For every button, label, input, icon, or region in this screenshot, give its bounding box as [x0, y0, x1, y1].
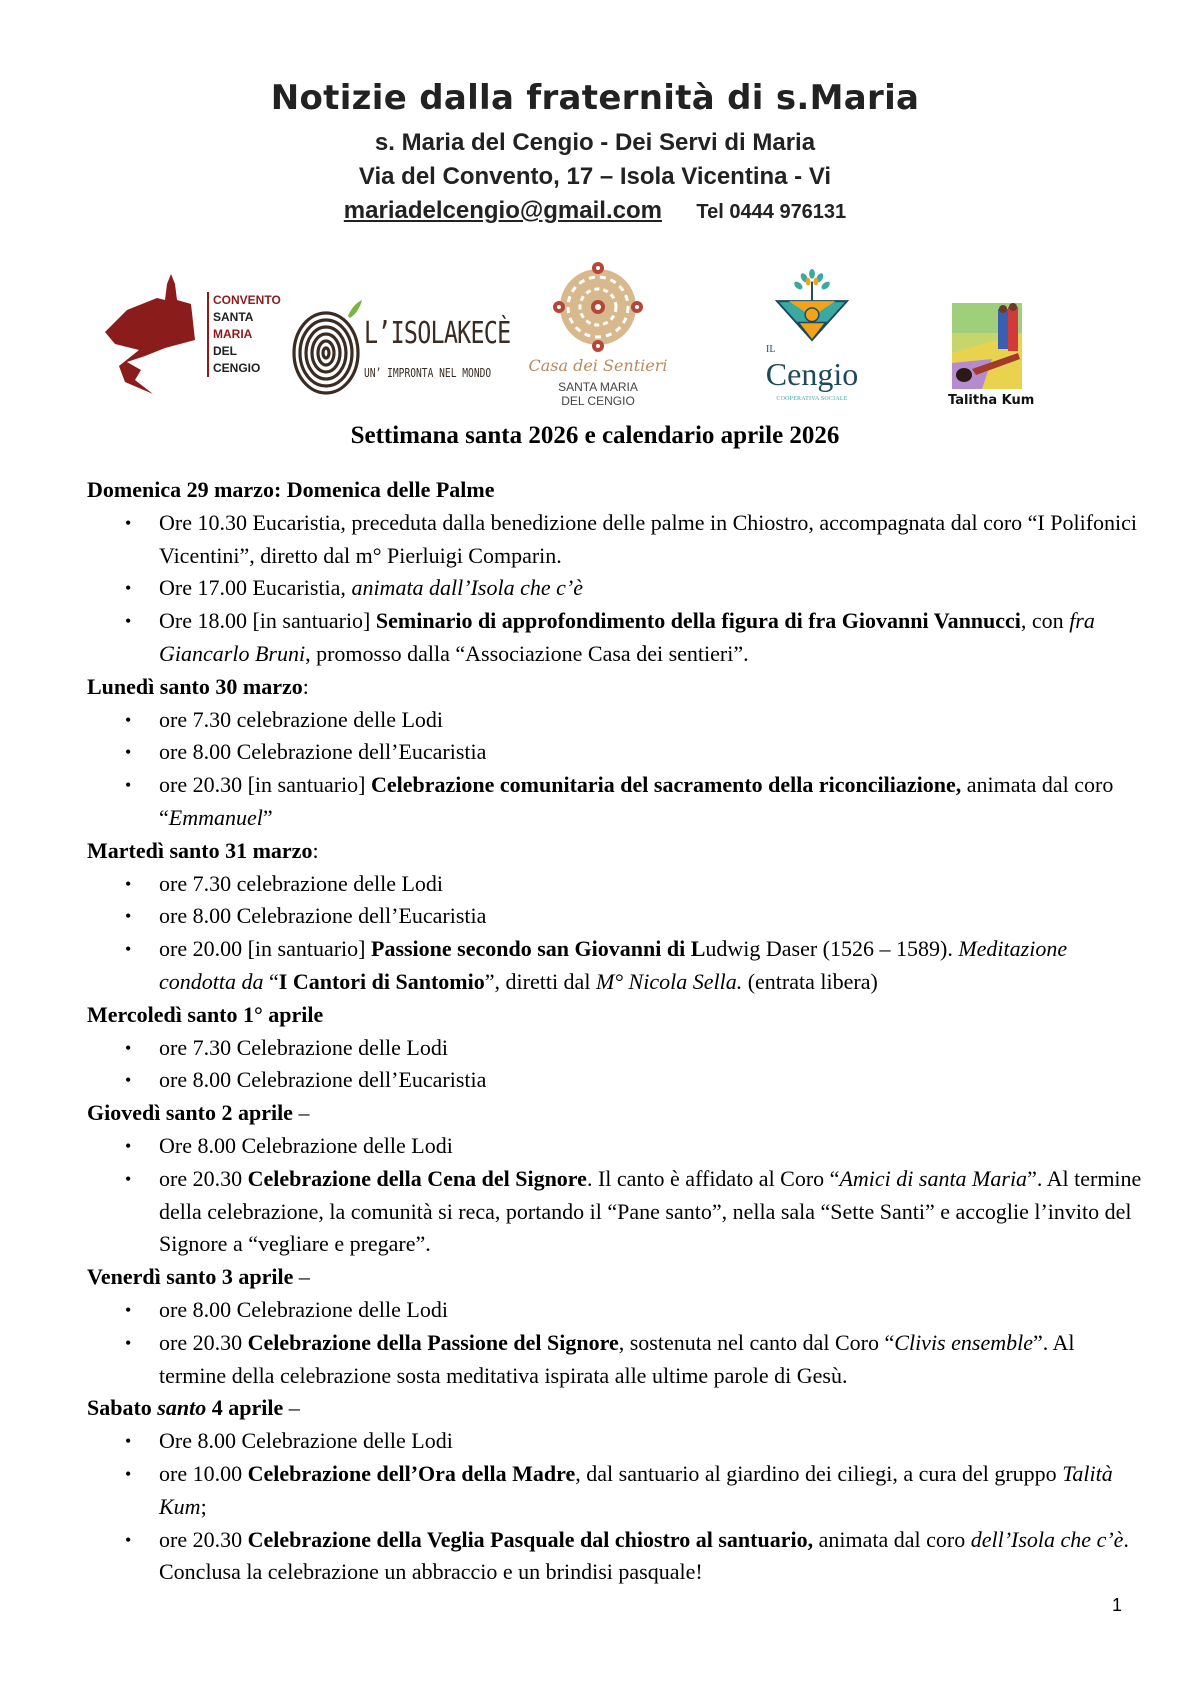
il-cengio-prefix: IL [766, 344, 776, 355]
casa-subtitle-line-2: DEL CENGIO [561, 394, 635, 408]
event-item [87, 1458, 1147, 1524]
text-segment: santo [157, 1395, 207, 1421]
convento-logo [105, 270, 285, 400]
convento-word-4: DEL [213, 344, 237, 358]
text-segment: Ore 8.00 Celebrazione delle Lodi [159, 1132, 453, 1158]
text-segment: fra Giancarlo Bruni [159, 608, 1095, 666]
text-segment: – [293, 1264, 310, 1290]
text-segment: ore 20.30 [159, 1329, 248, 1355]
text-segment: ” [262, 804, 273, 830]
convento-word-3: MARIA [213, 327, 253, 341]
text-segment: “ [269, 968, 279, 994]
convento-word-1: CONVENTO [213, 293, 281, 307]
event-item [87, 1425, 1147, 1458]
text-segment: Ore 18.00 [in santuario] [159, 608, 376, 634]
event-list [87, 868, 1147, 999]
document-title: Settimana santa 2026 e calendario aprile 2026 [350, 422, 840, 449]
event-list [87, 1130, 1147, 1261]
text-segment: M° Nicola Sella. [595, 968, 743, 994]
text-segment: Martedì santo 31 marzo [87, 837, 313, 863]
text-segment: ore 7.30 celebrazione delle Lodi [159, 870, 444, 896]
event-item [87, 507, 1147, 573]
text-segment: – [283, 1395, 300, 1421]
event-item [87, 704, 1147, 737]
convento-hill-icon [105, 270, 205, 400]
holy-week-schedule [87, 474, 1147, 1589]
event-list [87, 1032, 1147, 1098]
event-item [87, 1032, 1147, 1065]
partner-logos [0, 258, 1190, 418]
text-segment: – [292, 1100, 310, 1126]
text-segment: Celebrazione comunitaria del sacramento della riconciliazione, [371, 772, 962, 798]
text-segment: ore 20.30 [159, 1165, 248, 1191]
bullet-icon: • [125, 1431, 132, 1452]
text-segment: udwig Daser (1526 – 1589). [705, 936, 959, 962]
event-item [87, 1163, 1147, 1261]
day-section [87, 1097, 1147, 1261]
convento-wordmark [207, 292, 281, 377]
tree-diamond-icon [762, 268, 862, 342]
text-segment: ”. Al termine della celebrazione, la comunità si reca, portando il “Pane santo”, nella sala “Sette Santi” e accoglie l’invito del Signore a “vegliare e pregare”. [159, 1165, 1142, 1257]
text-segment: : [312, 837, 319, 863]
text-segment: animata dal coro [813, 1526, 971, 1552]
day-heading [87, 835, 1147, 868]
day-section [87, 999, 1147, 1097]
text-segment: , con [1020, 608, 1070, 634]
bullet-icon: • [125, 512, 132, 533]
text-segment: ore 8.00 Celebrazione delle Lodi [159, 1296, 448, 1322]
text-segment: ”. Al termine della celebrazione sosta meditativa ispirata alle ultime parole di Gesù. [159, 1329, 1075, 1388]
text-segment: Giovedì santo 2 aprile [87, 1100, 293, 1126]
text-segment: ore 10.00 [159, 1460, 248, 1486]
event-list [87, 507, 1147, 671]
day-heading [87, 474, 1147, 507]
text-segment: Amici di santa Maria [839, 1165, 1028, 1191]
bullet-icon: • [125, 709, 132, 730]
day-section [87, 474, 1147, 671]
bullet-icon: • [125, 1299, 132, 1320]
event-item [87, 1130, 1147, 1163]
text-segment: , dal santuario al giardino dei ciliegi, a cura del gruppo [575, 1460, 1063, 1486]
day-heading [87, 1097, 1147, 1130]
event-item [87, 605, 1147, 671]
text-segment: ore 8.00 Celebrazione dell’Eucaristia [159, 1067, 487, 1093]
newsletter-title: Notizie dalla fraternità di s.Maria [270, 78, 920, 118]
bullet-icon: • [125, 1037, 132, 1058]
il-cengio-logo [752, 268, 872, 418]
text-segment: animata dall’Isola che c’è [351, 575, 583, 601]
il-cengio-wordmark: Cengio [765, 356, 859, 392]
email-link[interactable]: mariadelcengio@gmail.com [343, 197, 662, 224]
convento-word-2: SANTA [213, 310, 254, 324]
text-segment: Celebrazione della Veglia Pasquale dal chiostro al santuario, [247, 1526, 814, 1552]
text-segment: ; [200, 1493, 207, 1519]
casa-subtitle-line-1: SANTA MARIA [558, 380, 638, 394]
text-segment: Talità Kum [159, 1460, 1113, 1519]
text-segment: Ore 17.00 Eucaristia, [159, 575, 352, 601]
event-list [87, 1294, 1147, 1392]
contact-line [0, 194, 1190, 231]
phone-number: Tel 0444 976131 [696, 201, 847, 223]
day-heading [87, 671, 1147, 704]
event-item [87, 933, 1147, 999]
text-segment: dell’Isola che c’è [970, 1526, 1124, 1552]
isolakece-tagline: UN’ IMPRONTA NEL MONDO [364, 366, 492, 380]
bullet-icon: • [125, 578, 132, 599]
text-segment: . Conclusa la celebrazione un abbraccio e un brindisi pasquale! [159, 1526, 1129, 1585]
text-segment: ore 7.30 celebrazione delle Lodi [159, 706, 444, 732]
bullet-icon: • [125, 1529, 132, 1550]
event-item [87, 1327, 1147, 1393]
isolakece-wordmark: L’ISOLAKECÈ [364, 316, 511, 351]
fingerprint-icon [292, 298, 364, 398]
text-segment: Sabato [87, 1395, 158, 1421]
text-segment: Seminario di approfondimento della figura di fra Giovanni Vannucci [375, 608, 1021, 634]
text-segment: I Cantori di Santomio [278, 968, 485, 994]
event-item [87, 1064, 1147, 1097]
text-segment: Passione secondo san Giovanni di L [371, 936, 706, 962]
talitha-painting-icon [952, 303, 1022, 389]
bullet-icon: • [125, 775, 132, 796]
bullet-icon: • [125, 611, 132, 632]
bullet-icon: • [125, 1135, 132, 1156]
text-segment: ore 8.00 Celebrazione dell’Eucaristia [159, 903, 487, 929]
bullet-icon: • [125, 939, 132, 960]
organization-name: s. Maria del Cengio - Dei Servi di Maria [374, 129, 816, 156]
bullet-icon: • [125, 1168, 132, 1189]
day-section [87, 835, 1147, 999]
casa-dei-sentieri-wordmark: Casa dei Sentieri [528, 356, 668, 375]
talitha-kum-wordmark: Talitha Kum [948, 393, 1035, 408]
text-segment: ore 20.30 [in santuario] [159, 772, 371, 798]
event-item [87, 1524, 1147, 1590]
day-heading [87, 1261, 1147, 1294]
text-segment: Mercoledì santo 1° aprile [87, 1001, 324, 1027]
bullet-icon: • [125, 906, 132, 927]
text-segment: Ore 8.00 Celebrazione delle Lodi [159, 1428, 453, 1454]
day-heading [87, 1392, 1147, 1425]
bullet-icon: • [125, 1332, 132, 1353]
il-cengio-tagline: COOPERATIVA SOCIALE [776, 396, 848, 402]
event-item [87, 868, 1147, 901]
day-section [87, 1261, 1147, 1392]
text-segment: Celebrazione dell’Ora della Madre [247, 1460, 576, 1486]
bullet-icon: • [125, 742, 132, 763]
event-item [87, 736, 1147, 769]
bullet-icon: • [125, 873, 132, 894]
text-segment: Meditazione condotta da [159, 936, 1068, 994]
text-segment: . Il canto è affidato al Coro “ [586, 1165, 840, 1191]
bullet-icon: • [125, 1463, 132, 1484]
text-segment: ”, diretti dal [484, 968, 596, 994]
text-segment: animata dal coro “ [159, 772, 1114, 830]
text-segment: Emmanuel [168, 804, 263, 830]
text-segment: ore 7.30 Celebrazione delle Lodi [159, 1034, 448, 1060]
casa-dei-sentieri-logo [518, 258, 678, 408]
text-segment: ore 8.00 Celebrazione dell’Eucaristia [159, 739, 487, 765]
text-segment: (entrata libera) [742, 968, 878, 994]
text-segment: Clivis ensemble [894, 1329, 1033, 1355]
event-list [87, 1425, 1147, 1589]
event-item [87, 572, 1147, 605]
talitha-kum-logo [948, 303, 1058, 413]
event-item [87, 769, 1147, 835]
day-section [87, 671, 1147, 835]
text-segment: 4 aprile [206, 1395, 284, 1421]
bullet-icon: • [125, 1070, 132, 1091]
masthead [0, 70, 1190, 231]
event-item [87, 900, 1147, 933]
text-segment: , sostenuta nel canto dal Coro “ [618, 1329, 895, 1355]
text-segment: ore 20.00 [in santuario] [159, 936, 371, 962]
event-list [87, 704, 1147, 835]
isolakece-logo [292, 298, 511, 408]
page-number: 1 [1112, 1595, 1123, 1615]
text-segment: Venerdì santo 3 aprile [87, 1264, 294, 1290]
text-segment: Celebrazione della Passione del Signore [247, 1329, 619, 1355]
event-item [87, 1294, 1147, 1327]
text-segment: : [302, 673, 309, 699]
text-segment: Ore 10.30 Eucaristia, preceduta dalla benedizione delle palme in Chiostro, accompagnata dal coro “I Polifonici Vicentini”, diretto dal m° Pierluigi Comparin. [159, 509, 1138, 568]
text-segment: Domenica 29 marzo: Domenica delle Palme [87, 477, 495, 502]
text-segment: Lunedì santo 30 marzo [87, 673, 303, 699]
text-segment: ore 20.30 [159, 1526, 248, 1552]
casa-dei-sentieri-subtitle [518, 380, 678, 408]
address: Via del Convento, 17 – Isola Vicentina - Vi [358, 163, 832, 190]
text-segment: Celebrazione della Cena del Signore [247, 1165, 587, 1191]
day-section [87, 1392, 1147, 1589]
mandala-icon [553, 262, 643, 352]
text-segment: , promosso dalla “Associazione Casa dei sentieri”. [305, 640, 749, 666]
day-heading [87, 999, 1147, 1032]
convento-word-5: CENGIO [213, 361, 261, 375]
